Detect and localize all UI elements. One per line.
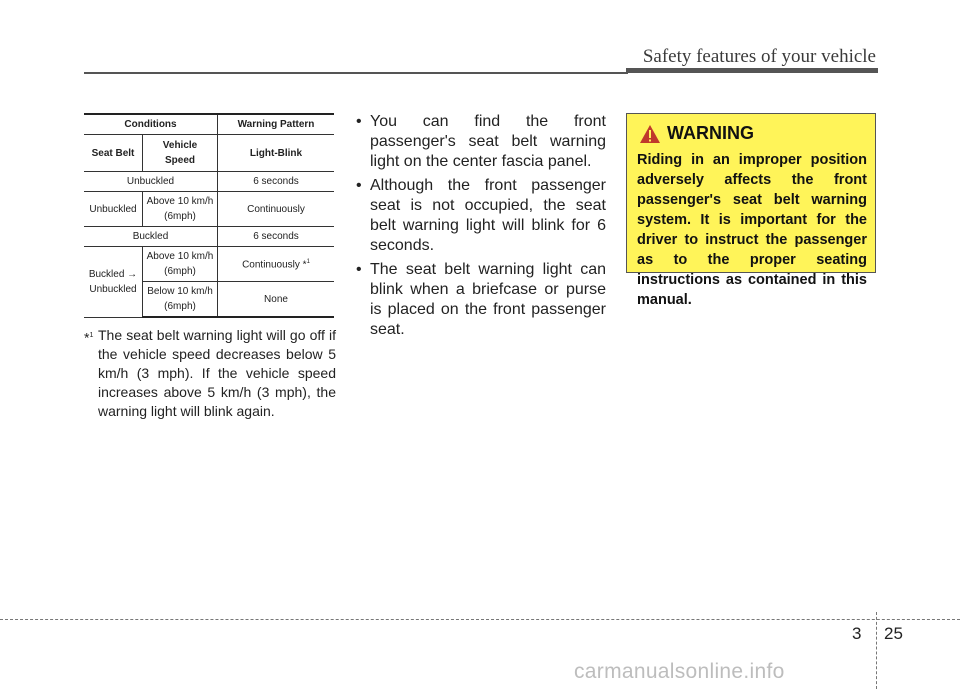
table-subheader-seat-belt: Seat Belt	[84, 135, 143, 172]
table-footnote	[84, 326, 336, 421]
table-row	[84, 172, 334, 192]
table-subheader-light-blink: Light-Blink	[218, 135, 335, 172]
list-item: • You can find the front passenger's seat belt warning light on the center fascia panel.	[356, 113, 606, 170]
table-subheader-vehicle-speed	[143, 135, 218, 172]
row4-speed-b: (6mph)	[164, 266, 196, 277]
table-row	[84, 227, 334, 247]
page-header-title: Safety features of your vehicle	[642, 46, 876, 67]
footer-divider	[876, 612, 877, 689]
warning-triangle-icon	[639, 124, 661, 144]
list-item: • Although the front passenger seat is not occupied, the seat belt warning light will blink for 6 seconds.	[356, 177, 606, 254]
row5-speed-b: (6mph)	[164, 301, 196, 312]
watermark: carmanualsonline.info	[574, 660, 785, 683]
row5-speed	[143, 282, 218, 318]
footnote-text: The seat belt warning light will go off if the vehicle speed decreases below 5 km/h (3 mph). If the vehicle speed increases above 5 km/h (3 mph), the warning light will blink again.	[98, 327, 336, 419]
row4-seat-a: Buckled →	[88, 268, 138, 280]
header-rule-accent	[626, 68, 878, 73]
row1-pattern: 6 seconds	[218, 172, 335, 192]
row2-speed-a: Above 10 km/h	[146, 196, 214, 207]
row3-condition: Buckled	[84, 227, 218, 247]
row2-speed-b: (6mph)	[164, 211, 196, 222]
row4-pattern	[218, 247, 335, 282]
page-number: 25	[884, 624, 903, 643]
row5-pattern: None	[218, 282, 335, 318]
row2-seat: Unbuckled	[84, 192, 143, 227]
warning-text: Riding in an improper position adversely affects the front passenger's seat belt warning system. It is important for the driver to instruct the passenger as to the proper seating instructions as contained in this manual.	[637, 152, 867, 308]
row4-speed	[143, 247, 218, 282]
list-item: • The seat belt warning light can blink when a briefcase or purse is placed on the front passenger seat.	[356, 261, 606, 338]
row2-speed	[143, 192, 218, 227]
table-header-row	[84, 114, 334, 135]
warning-box	[626, 113, 876, 308]
row4-seat-b: Unbuckled	[89, 283, 137, 295]
warning-header	[639, 123, 754, 144]
row5-speed-a: Below 10 km/h	[147, 286, 213, 297]
row4-footnote-ref: 1	[306, 259, 310, 266]
table-header-conditions: Conditions	[84, 114, 218, 135]
warning-title: WARNING	[667, 123, 754, 143]
header-rule	[84, 72, 628, 74]
speed-label: Speed	[164, 155, 195, 166]
row4-seat	[84, 247, 143, 318]
row4-pattern-text: Continuously *	[242, 259, 307, 271]
table-row	[84, 192, 334, 227]
table-row	[84, 247, 334, 282]
info-bullet-list	[356, 112, 606, 344]
vehicle-label: Vehicle	[162, 140, 198, 151]
section-number: 3	[852, 624, 862, 643]
row1-condition: Unbuckled	[84, 172, 218, 192]
row4-speed-a: Above 10 km/h	[146, 251, 214, 262]
footer-rule	[0, 619, 960, 620]
seat-belt-warning-table	[84, 113, 334, 318]
row2-pattern: Continuously	[218, 192, 335, 227]
table-header-warning-pattern: Warning Pattern	[218, 114, 335, 135]
row3-pattern: 6 seconds	[218, 227, 335, 247]
footnote-mark: *$^1$	[84, 329, 94, 346]
table-subheader-row	[84, 135, 334, 172]
